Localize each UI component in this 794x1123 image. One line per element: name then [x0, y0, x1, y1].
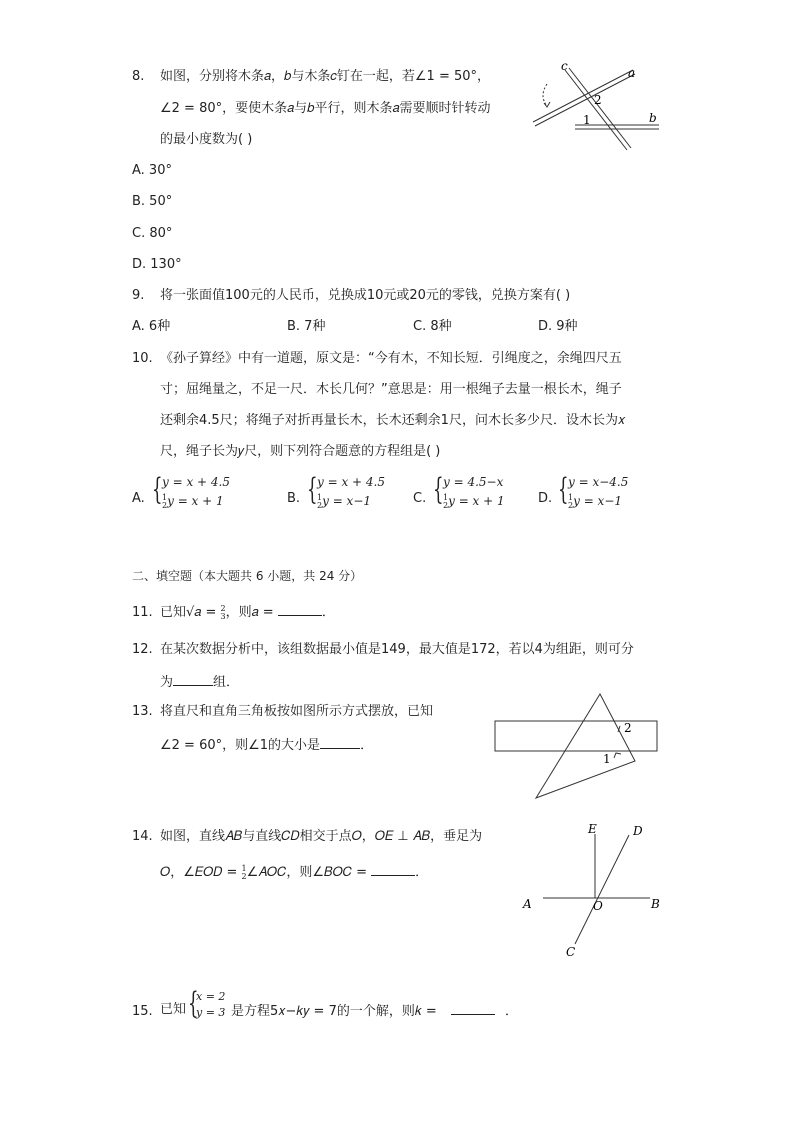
q10-option-b[interactable] [287, 474, 407, 512]
fig14-label-a: A [523, 897, 532, 911]
section-title: 二、填空题（本大题共 6 小题，共 24 分） [132, 569, 363, 583]
fraction-half: 1 2 [317, 493, 323, 510]
triangle-board [536, 694, 635, 798]
fig8-label-b: b [649, 111, 657, 125]
q13-figure [490, 690, 665, 802]
q9-option-d[interactable]: D. 9种 [538, 319, 578, 334]
q14-number: 14. [132, 829, 153, 844]
fig14-label-c: C [566, 945, 576, 959]
q8-option-b[interactable]: B. 50° [132, 194, 173, 209]
brace-icon: { [188, 986, 199, 1021]
fraction-two-thirds: 2 3 [220, 603, 226, 621]
q15-eq2: y = 3 [196, 1006, 226, 1019]
q12-number: 12. [132, 642, 153, 657]
q10-option-c-eq1: y = 4.5−x [443, 475, 504, 489]
line-cd [575, 835, 629, 944]
q15-answer-blank[interactable] [451, 1003, 495, 1015]
fig14-label-d: D [633, 824, 643, 838]
q10-option-a-eq2: y = x + 1 [167, 494, 224, 509]
q9-option-c[interactable]: C. 8种 [413, 319, 452, 334]
fraction-half: 1 2 [443, 493, 449, 510]
brace-icon: { [558, 472, 569, 507]
q10-text-line3: 还剩余4.5尺；将绳子对折再量长木，长木还剩余1尺，问木长多少尺．设木长为𝑥 [160, 413, 626, 428]
q9-option-a[interactable]: A. 6种 [132, 319, 171, 334]
fig14-label-b: B [651, 897, 660, 911]
q8-text-line2: ∠2 = 80°，要使木条𝑎与𝑏平行，则木条𝑎需要顺时针转动 [160, 101, 491, 116]
q10-text-line4: 尺，绳子长为𝑦尺，则下列符合题意的方程组是( ) [160, 444, 441, 459]
q11-text: 已知√𝑎 = 2 3，则𝑎 = ． [160, 603, 335, 621]
q9-option-b[interactable]: B. 7种 [287, 319, 326, 334]
q10-option-b-eq2: y = x−1 [322, 494, 372, 509]
q13-answer-blank[interactable] [320, 737, 360, 749]
fig8-label-c: c [561, 59, 568, 73]
rotation-arrow [543, 84, 547, 106]
q15-text-post: 是方程5𝑥−𝑘𝑦 = 7的一个解，则𝑘 = ． [231, 1004, 518, 1019]
q10-option-d[interactable] [538, 474, 658, 512]
fraction-half: 1 2 [568, 493, 574, 510]
q10-text-line1: 《孙子算经》中有一道题，原文是：“今有木，不知长短．引绳度之，余绳四尺五 [160, 351, 622, 366]
fig8-label-1: 1 [583, 113, 591, 127]
fig8-label-2: 2 [594, 93, 602, 107]
q15-number: 15. [132, 1004, 153, 1019]
fraction-half: 1 2 [162, 493, 168, 510]
q8-text-line3: 的最小度数为( ) [160, 132, 253, 147]
q10-option-c-eq2: y = x + 1 [448, 494, 505, 509]
q9-text: 将一张面值100元的人民币，兑换成10元或20元的零钱，兑换方案有( ) [160, 288, 571, 303]
q15-eq1: x = 2 [196, 990, 226, 1003]
q12-text-line2: 为 组． [160, 675, 240, 690]
fig8-label-a: a [628, 66, 636, 80]
q15-text-pre: 已知 [160, 1002, 187, 1017]
q14-text-line1: 如图，直线𝐴𝐵与直线𝐶𝐷相交于点𝑂，𝑂𝐸 ⊥ 𝐴𝐵，垂足为 [160, 829, 483, 844]
brace-icon: { [307, 472, 318, 507]
q13-text-line2: ∠2 = 60°，则∠1的大小是 ． [160, 738, 374, 753]
ruler [495, 721, 657, 751]
fig14-label-o: O [593, 899, 603, 913]
q8-text-line1: 如图，分别将木条𝑎，𝑏与木条𝑐钉在一起，若∠1 = 50°， [160, 69, 491, 84]
q13-number: 13. [132, 704, 153, 719]
q8-number: 8. [132, 69, 145, 84]
fig13-label-1: 1 [603, 752, 611, 766]
q10-option-d-label: D. [538, 491, 553, 506]
q11-number: 11. [132, 605, 153, 620]
brace-icon: { [433, 472, 444, 507]
brace-icon: { [152, 472, 163, 507]
q10-option-b-eq1: y = x + 4.5 [317, 475, 385, 489]
q10-option-d-eq1: y = x−4.5 [568, 475, 629, 489]
stick-c [565, 68, 631, 150]
q14-text-line2: 𝑂，∠𝐸𝑂𝐷 = 1 2∠𝐴𝑂𝐶，则∠𝐵𝑂𝐶 = ． [160, 863, 429, 881]
fig13-label-2: 2 [624, 721, 632, 735]
q10-option-d-eq2: y = x−1 [573, 494, 623, 509]
q8-option-a[interactable]: A. 30° [132, 163, 172, 178]
fraction-half: 1 2 [241, 863, 247, 881]
q12-text-line1: 在某次数据分析中，该组数据最小值是149，最大值是172，若以4为组距，则可分 [160, 642, 634, 657]
q8-figure [525, 58, 665, 158]
q14-figure [515, 818, 675, 964]
q10-number: 10. [132, 351, 153, 366]
q10-option-c-label: C. [413, 491, 427, 506]
q10-text-line2: 寸；屈绳量之，不足一尺．木长几何？”意思是：用一根绳子去量一根长木，绳子 [160, 382, 622, 397]
q14-answer-blank[interactable] [371, 864, 415, 876]
q10-option-c[interactable] [413, 474, 533, 512]
q10-option-a-label: A. [132, 491, 145, 506]
q10-option-a[interactable] [132, 474, 272, 512]
q13-text-line1: 将直尺和直角三角板按如图所示方式摆放，已知 [160, 704, 434, 719]
q8-option-d[interactable]: D. 130° [132, 257, 182, 272]
q12-answer-blank[interactable] [173, 674, 213, 686]
q10-option-b-label: B. [287, 491, 301, 506]
q8-option-c[interactable]: C. 80° [132, 226, 173, 241]
q11-answer-blank[interactable] [278, 604, 322, 616]
fig14-label-e: E [588, 822, 597, 836]
q10-option-a-eq1: y = x + 4.5 [162, 475, 230, 489]
q9-number: 9. [132, 288, 145, 303]
